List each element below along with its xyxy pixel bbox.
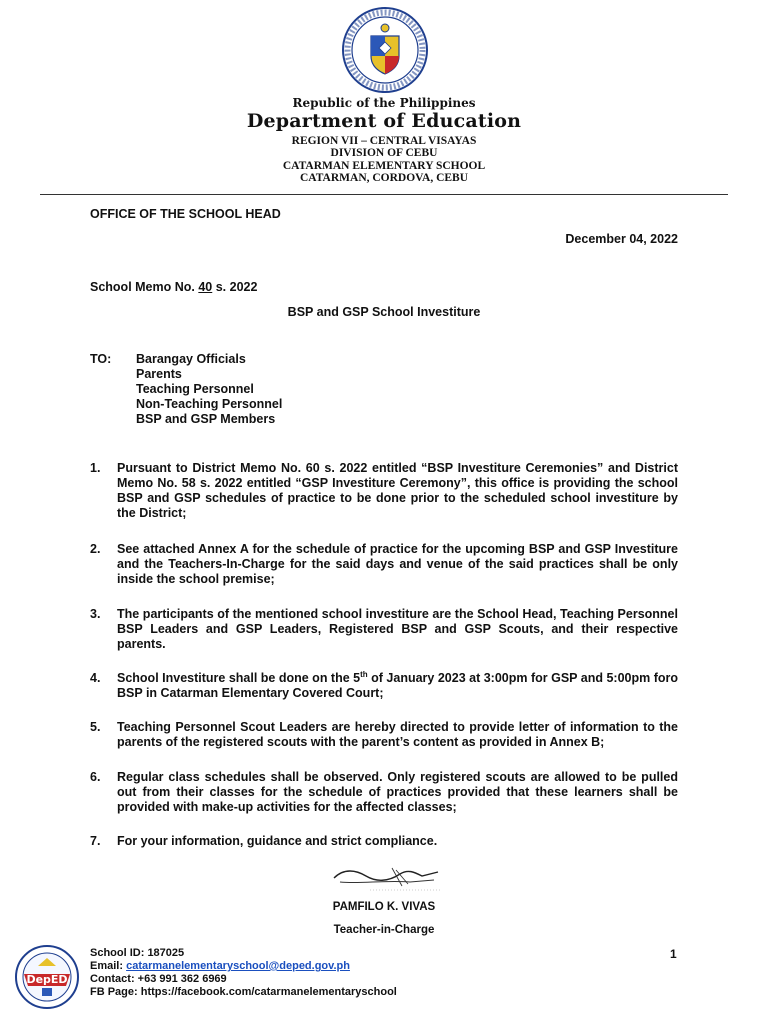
memo-item-6 <box>90 770 678 815</box>
item-number: 3. <box>90 607 101 621</box>
svg-text:DepED: DepED <box>26 973 68 986</box>
item-text: See attached Annex A for the schedule of practice for the upcoming BSP and GSP Investiture and the Teachers-In-Charge for the said days and venue of the said practices shall be only inside the school premise; <box>117 542 678 586</box>
recipient-list <box>136 352 282 427</box>
item-number: 7. <box>90 834 101 848</box>
memo-item-2 <box>90 542 678 587</box>
item-text: Regular class schedules shall be observed. Only registered scouts are allowed to be pulled out from their classes for the schedule of practices provided that these learners shall be provided with make-up activities for the affected classes; <box>117 770 678 814</box>
memo-item-4 <box>90 671 678 701</box>
item-number: 4. <box>90 671 101 685</box>
memo-number: School Memo No. 40 s. 2022 <box>90 280 258 294</box>
item-text: Teaching Personnel Scout Leaders are hereby directed to provide letter of information to the parents of the registered scouts with the parent’s content as provided in Annex B; <box>117 720 678 749</box>
recipient: BSP and GSP Members <box>136 412 276 426</box>
department-title: Department of Education <box>246 110 522 132</box>
memo-number-value: 40 <box>198 280 213 294</box>
region-line: REGION VII – CENTRAL VISAYAS <box>291 135 477 147</box>
signature-image <box>330 856 442 896</box>
address-line: CATARMAN, CORDOVA, CEBU <box>299 172 469 184</box>
item-text: The participants of the mentioned school investiture are the School Head, Teaching Personnel BSP Leaders and GSP Leaders, Registered BSP and GSP Scouts, and their respective parents. <box>117 607 678 651</box>
division-line: DIVISION OF CEBU <box>330 147 438 159</box>
memo-item-7 <box>90 834 678 849</box>
email-line: Email: catarmanelementaryschool@deped.gov.ph <box>90 960 350 972</box>
memo-date: December 04, 2022 <box>565 232 678 246</box>
item-text: Pursuant to District Memo No. 60 s. 2022 entitled “BSP Investiture Ceremonies” and District Memo No. 58 s. 2022 entitled “GSP Investiture Ceremony”, this office is providing the school BSP and GSP schedules of practice to be done prior to the scheduled school investiture by the District; <box>117 461 678 520</box>
recipient: Barangay Officials <box>136 352 246 366</box>
memo-item-5 <box>90 720 678 750</box>
item-number: 2. <box>90 542 101 556</box>
school-line: CATARMAN ELEMENTARY SCHOOL <box>282 160 486 172</box>
item-number: 5. <box>90 720 101 734</box>
deped-footer-logo <box>14 944 80 1010</box>
recipient: Teaching Personnel <box>136 382 254 396</box>
email-link[interactable]: catarmanelementaryschool@deped.gov.ph <box>126 960 350 972</box>
contact-line: Contact: +63 991 362 6969 <box>90 973 227 985</box>
header-divider <box>40 194 728 195</box>
memo-subject: BSP and GSP School Investiture <box>287 305 481 319</box>
fb-page-line: FB Page: https://facebook.com/catarmanelementaryschool <box>90 986 397 998</box>
item-text: School Investiture shall be done on the 5th of January 2023 at 3:00pm for GSP and 5:00pm foro BSP in Catarman Elementary Covered Court; <box>117 669 678 700</box>
item-number: 1. <box>90 461 101 475</box>
memo-item-3 <box>90 607 678 652</box>
footer-info <box>90 947 397 999</box>
signatory-name: PAMFILO K. VIVAS <box>332 901 436 913</box>
item-text: For your information, guidance and strict compliance. <box>117 834 438 848</box>
item-number: 6. <box>90 770 101 784</box>
office-label: OFFICE OF THE SCHOOL HEAD <box>90 207 281 221</box>
signatory-title: Teacher-in-Charge <box>333 924 435 936</box>
recipient: Parents <box>136 367 182 381</box>
memo-item-1 <box>90 461 678 521</box>
deped-seal-logo <box>341 6 429 94</box>
to-label: TO: <box>90 352 112 366</box>
page-number: 1 <box>670 947 677 961</box>
recipient: Non-Teaching Personnel <box>136 397 283 411</box>
republic-line: Republic of the Philippines <box>292 96 476 110</box>
school-id: School ID: 187025 <box>90 947 185 959</box>
